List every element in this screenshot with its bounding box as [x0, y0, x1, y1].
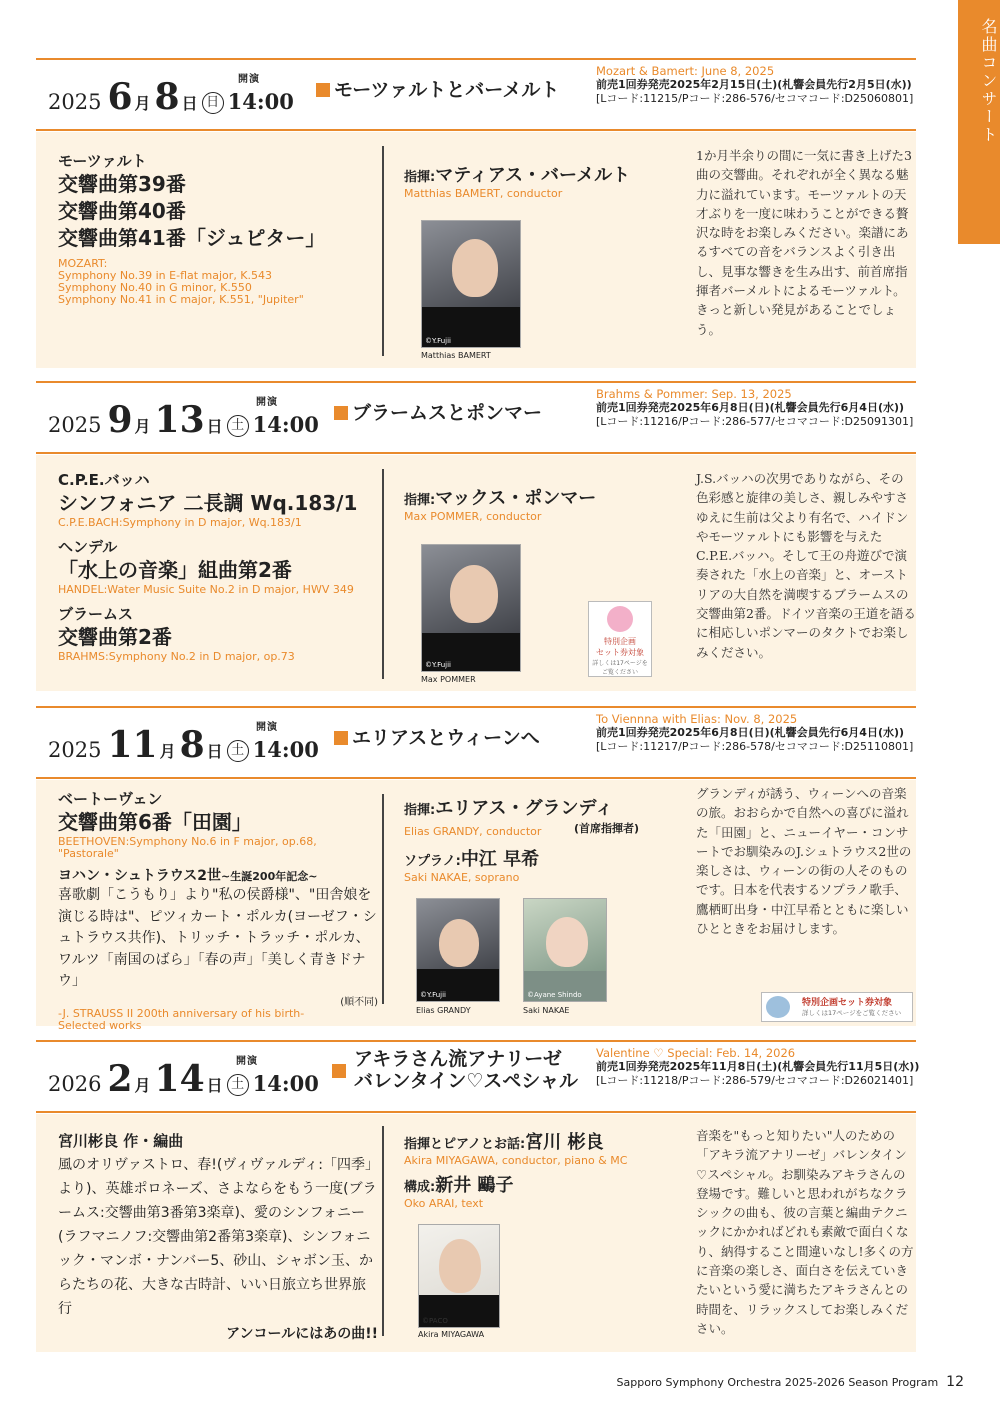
concert-description: 1か月半余りの間に一気に書き上げた3曲の交響曲。それぞれが全く異なる魅力に溢れています。モーツァルトの天才ぶりを一度に味わうことができる贅沢な時をお楽しみください。楽譜にあるすべての音をバランスよく引き出し、見事な響きを生み出す、前首席指揮者バーメルトによるモーツァルト。きっと新しい発見があることでしょう。: [696, 148, 912, 337]
work-title: シンフォニア 二長調 Wq.183/1: [58, 491, 358, 515]
column-divider: [382, 1126, 384, 1336]
concert-title: モーツァルトとバーメルト: [334, 79, 560, 101]
mid-rule: [36, 1111, 916, 1113]
column-divider: [382, 794, 384, 1004]
program: 宮川彬良 作・編曲 風のオリヴァストロ、春!(ヴィヴァルディ:「四季」より)、英雄ポロネーズ、さよならをもう一度(ブラームス:交響曲第3番第3楽章)、愛のシンフォニー(ラフマニノフ:交響曲第2番第3楽章)、シンフォニック・マンボ・ナンバー5、砂山、シャボン玉、からたちの花、大きな古時計、いい日旅立ち世界旅行 アンコールにはあの曲!!: [58, 1132, 378, 1342]
concert-date: 2025 6 月 8 日 日 14:00: [48, 76, 294, 118]
mid-rule: [36, 452, 916, 454]
page-footer: Sapporo Symphony Orchestra 2025-2026 Season Program 12: [616, 1374, 964, 1390]
sale-info: To Viennna with Elias: Nov. 8, 2025 前売1回券発売2025年6月8日(日)(札響会員先行6月4日(水)) [Lコード:11217/Pコード:286-578/セコマコード:D25110801]: [596, 712, 914, 753]
work-title: 交響曲第40番: [58, 199, 186, 223]
conductor-photo: ©Y.Fujii: [421, 544, 521, 672]
program: モーツァルト 交響曲第39番 交響曲第40番 交響曲第41番「ジュピター」 MOZART: Symphony No.39 in E-flat major, K.543 Symphony No.40 in G minor, K.550 Symphony No.41 in C major, K.551, "Jupiter": [58, 150, 378, 306]
concert-date: 2025 11 月 8 日 土 14:00: [48, 724, 319, 766]
title-marker: [332, 1064, 346, 1078]
concert-date: 2025 9 月 13 日 土 14:00: [48, 399, 319, 441]
set-ticket-badge: 特別企画セット券対象 詳しくは17ページをご覧ください: [761, 992, 913, 1022]
section-tab: 名曲コンサート: [958, 0, 1000, 244]
concert-description: 音楽を"もっと知りたい"人のための「アキラ流アナリーゼ」バレンタイン♡スペシャル。お馴染みアキラさんの登場です。難しいと思われがちなクラシックの曲も、彼の言葉と編曲テクニックにかかればどれも素敵で面白くなり、納得すること間違いなし!多くの方に音楽の楽しさ、面白さを伝えていきたいという愛に満ちたアキラさんとの時間を、リラックスしてお楽しみください。: [696, 1128, 914, 1336]
conductor-photo: ©Y.Fujii: [416, 898, 500, 1002]
work-title: 「水上の音楽」組曲第2番: [58, 558, 292, 582]
conductor-photo: ©Y.Fujii: [421, 220, 521, 348]
photo-caption: Max POMMER: [421, 675, 476, 684]
concert-date: 2026 2 月 14 日 土 14:00: [48, 1058, 319, 1100]
set-ticket-badge: 特別企画 セット券対象 詳しくは17ページを ご覧ください: [588, 601, 652, 677]
photo-caption: Elias GRANDY: [416, 1006, 471, 1015]
performer: 指揮:マティアス・バーメルト Matthias BAMERT, conductor: [404, 165, 631, 200]
photo-caption: Akira MIYAGAWA: [418, 1330, 485, 1339]
open-label: 開演: [256, 397, 278, 408]
open-label: 開演: [238, 74, 260, 85]
concert-3: [36, 706, 916, 1032]
title-marker: [334, 731, 348, 745]
open-label: 開演: [256, 722, 278, 733]
soprano-photo: ©Ayane Shindo: [523, 898, 607, 1002]
work-title: 交響曲第39番: [58, 172, 186, 196]
photo-caption: Matthias BAMERT: [421, 351, 491, 360]
sale-info: Valentine ♡ Special: Feb. 14, 2026 前売1回券発売2025年11月8日(土)(札響会員先行11月5日(水)) [Lコード:11218/Pコード:286-579/セコマコード:D26021401]: [596, 1046, 920, 1087]
performer: 指揮とピアノとお話:宮川 彬良 Akira MIYAGAWA, conductor, piano & MC 構成:新井 鷗子 Oko ARAI, text: [404, 1132, 628, 1210]
work-title: 交響曲第2番: [58, 625, 172, 649]
concert-2: [36, 381, 916, 691]
mid-rule: [36, 129, 916, 131]
open-label: 開演: [236, 1056, 258, 1067]
concert-title: アキラさん流アナリーゼ バレンタイン♡スペシャル: [354, 1048, 579, 1092]
sale-info: Mozart & Bamert: June 8, 2025 前売1回券発売2025年2月15日(土)(札響会員先行2月5日(水)) [Lコード:11215/Pコード:286-576/セコマコード:D25060801]: [596, 64, 914, 105]
sale-info: Brahms & Pommer: Sep. 13, 2025 前売1回券発売2025年6月8日(日)(札響会員先行6月4日(水)) [Lコード:11216/Pコード:286-577/セコマコード:D25091301]: [596, 387, 914, 428]
work-title: 交響曲第41番「ジュピター」: [58, 226, 326, 250]
column-divider: [382, 469, 384, 679]
performer: 指揮:マックス・ポンマー Max POMMER, conductor: [404, 488, 597, 523]
work-list: 風のオリヴァストロ、春!(ヴィヴァルディ:「四季」より)、英雄ポロネーズ、さよならをもう一度(ブラームス:交響曲第3番第3楽章)、愛のシンフォニー(ラフマニノフ:交響曲第2番第3楽章)、シンフォニック・マンボ・ナンバー5、砂山、シャボン玉、からたちの花、大きな古時計、いい日旅立ち世界旅行: [58, 1157, 377, 1317]
title-marker: [334, 406, 348, 420]
page-number: 12: [946, 1374, 964, 1390]
performer-photo: ©PACO: [418, 1224, 500, 1328]
program: C.P.E.バッハ シンフォニア 二長調 Wq.183/1 C.P.E.BACH:Symphony in D major, Wq.183/1 ヘンデル 「水上の音楽」組曲第2番 HANDEL:Water Music Suite No.2 in D major, HWV 349 ブラームス 交響曲第2番 BRAHMS:Symphony No.2 in D major, op.73: [58, 469, 378, 663]
concert-description: グランディが誘う、ウィーンへの音楽の旅。おおらかで自然への喜びに溢れた「田園」と、ニューイヤー・コンサートでお馴染みのJ.シュトラウス2世の楽しさは、ウィーンの街の人そのものです。日本を代表するソプラノ歌手、鷹栖町出身・中江早希とともに楽しいひとときをお届けします。: [696, 786, 912, 937]
photo-caption: Saki NAKAE: [523, 1006, 570, 1015]
concert-description: J.S.バッハの次男でありながら、その色彩感と旋律の美しさ、親しみやすさゆえに生前は父より有名で、ハイドンやモーツァルトにも影響を与えたC.P.E.バッハ。そして王の舟遊びで演奏された「水上の音楽」と、オーストリアの大自然を満喫するブラームスの交響曲第2番。ドイツ音楽の王道を語るに相応しいポンマーのタクトでお楽しみください。: [696, 471, 916, 660]
concert-title: エリアスとウィーンへ: [352, 727, 540, 749]
performer: 指揮:エリアス・グランディ Elias GRANDY, conductor (首席指揮者) ソプラノ:中江 早希 Saki NAKAE, soprano: [404, 798, 640, 884]
title-marker: [316, 83, 330, 97]
work-list: 喜歌劇「こうもり」より"私の侯爵様"、"田舎娘を演じる時は"、ピツィカート・ポルカ(ヨーゼフ・シュトラウス共作)、トリッチ・トラッチ・ポルカ、ワルツ「南国のばら」「春の声」「美しく青きドナウ」: [58, 887, 377, 989]
encore-note: アンコールにはあの曲!!: [226, 1326, 378, 1342]
concert-1: [36, 58, 916, 368]
concert-title: ブラームスとポンマー: [352, 402, 543, 424]
mid-rule: [36, 777, 916, 779]
program: ベートーヴェン 交響曲第6番「田園」 BEETHOVEN:Symphony No.6 in F major, op.68, "Pastorale" ヨハン・シュトラウス2世~生誕200年記念~ 喜歌劇「こうもり」より"私の侯爵様"、"田舎娘を演じる時は"、ピツィカート・ポルカ(ヨーゼフ・シュトラウス共作)、トリッチ・トラッチ・ポルカ、ワルツ「南国のばら」「春の声」「美しく青きドナウ」 (順不同) -J. STRAUSS II 200th anniversary of his birth- Selected works: [58, 790, 378, 1032]
concert-4: [36, 1040, 920, 1352]
column-divider: [382, 146, 384, 356]
work-title: 交響曲第6番「田園」: [58, 810, 252, 834]
